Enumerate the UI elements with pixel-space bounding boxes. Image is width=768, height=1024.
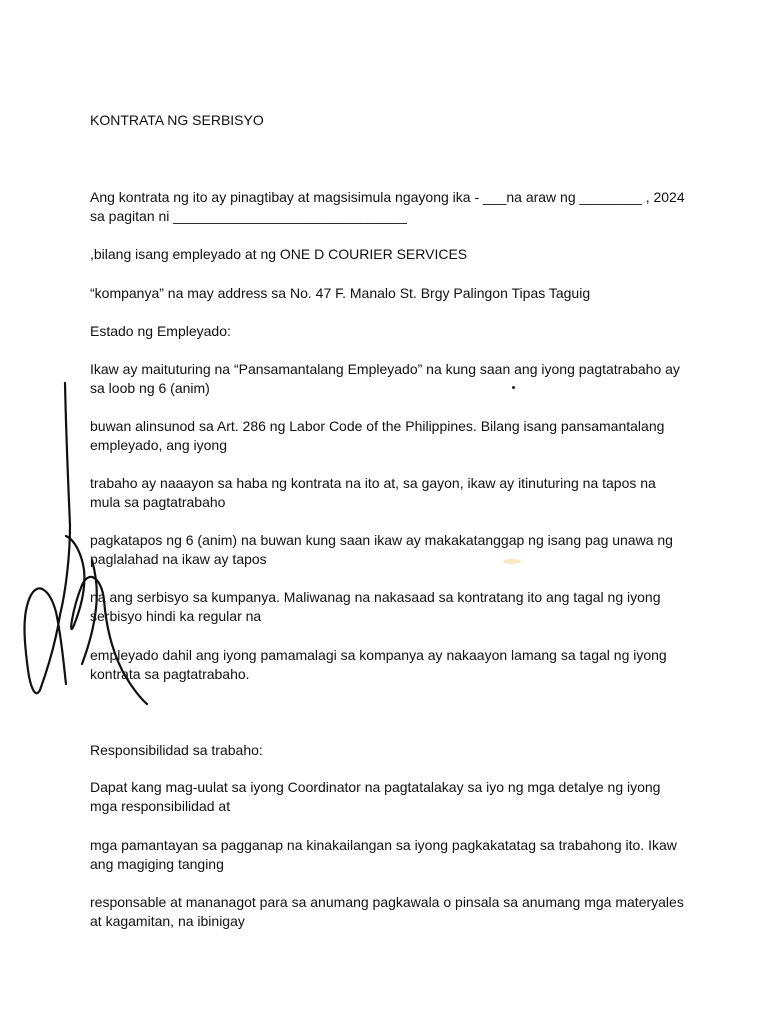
status-paragraph-2: buwan alinsunod sa Art. 286 ng Labor Code of the Philippines. Bilang isang pansamantalang empleyado, ang iyong [90,418,665,453]
ink-dot-mark [512,386,515,389]
status-paragraph-6: empleyado dahil ang iyong pamamalagi sa kompanya ay nakaayon lamang sa tagal ng iyong kontrata sa pagtatrabaho. [90,647,667,682]
employee-paragraph: ,bilang isang empleyado at ng ONE D COURIER SERVICES [90,246,468,262]
status-paragraph-3: trabaho ay naaayon sa haba ng kontrata na ito at, sa gayon, ikaw ay itinuturing na tapos na mula sa pagtatrabaho [90,475,656,510]
status-paragraph-1: Ikaw ay maituturing na “Pansamantalang Empleyado” na kung saan ang iyong pagtatrabaho ay sa loob ng 6 (anim) [90,361,680,396]
company-address-paragraph: “kompanya” na may address sa No. 47 F. Manalo St. Brgy Palingon Tipas Taguig [90,285,591,301]
paper-smudge-mark [503,559,521,564]
responsibility-paragraph-1: Dapat kang mag-uulat sa iyong Coordinator na pagtatalakay sa iyo ng mga detalye ng iyong mga responsibilidad at [90,779,661,814]
signature-stroke-main [25,383,71,693]
document-title: KONTRATA NG SERBISYO [90,112,264,128]
section-heading-employee-status: Estado ng Empleyado: [90,323,231,339]
status-paragraph-5: na ang serbisyo sa kumpanya. Maliwanag na nakasaad sa kontratang ito ang tagal ng iyong serbisyo hindi ka regular na [90,589,661,624]
responsibility-paragraph-2: mga pamantayan sa pagganap na kinakailangan sa iyong pagkakatatag sa trabahong ito. Ikaw ang magiging tanging [90,837,677,872]
section-heading-responsibility: Responsibilidad sa trabaho: [90,742,263,758]
responsibility-paragraph-3: responsable at mananagot para sa anumang pagkawala o pinsala sa anumang mga materyales at kagamitan, na ibinigay [90,894,684,929]
status-paragraph-4: pagkatapos ng 6 (anim) na buwan kung saan ikaw ay makakatanggap ng isang pag unawa ng paglalahad na ikaw ay tapos [90,532,673,567]
intro-paragraph: Ang kontrata ng ito ay pinagtibay at magsisimula ngayong ika - ___na araw ng ________ , 2024 sa pagitan ni ______________________________ [90,189,685,224]
